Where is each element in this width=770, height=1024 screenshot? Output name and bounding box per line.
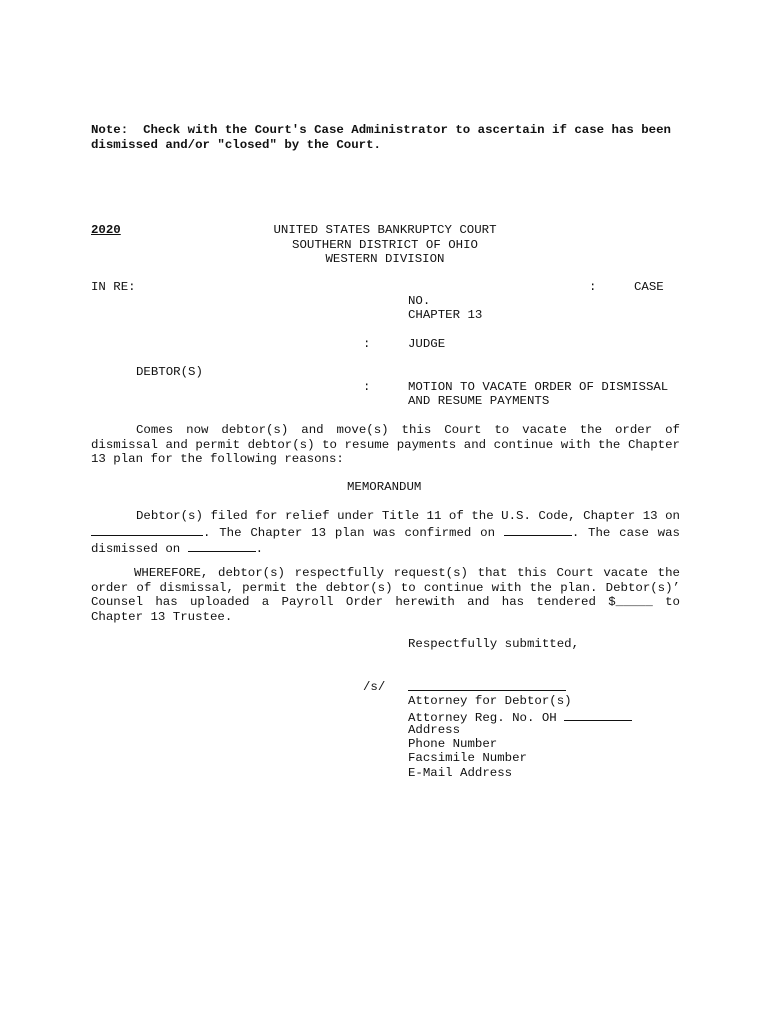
- note-text-2: dismissed and/or "closed" by the Court.: [91, 138, 381, 152]
- court-name: UNITED STATES BANKRUPTCY COURT: [273, 223, 497, 237]
- filing-date-blank[interactable]: [91, 524, 203, 536]
- confirmation-date-blank[interactable]: [504, 524, 572, 536]
- email-label: E-Mail Address: [408, 766, 513, 780]
- memo-text-2: . The Chapter 13 plan was confirmed on: [203, 525, 496, 540]
- memo-text-4: .: [255, 542, 264, 556]
- court-heading: [272, 223, 498, 267]
- motion-title-2: AND RESUME PAYMENTS: [408, 394, 550, 408]
- note-line-1: [91, 123, 671, 138]
- address-label: Address: [408, 723, 461, 737]
- memorandum-paragraph: [91, 509, 680, 557]
- signature-line[interactable]: [408, 690, 566, 691]
- motion-title-1: MOTION TO VACATE ORDER OF DISMISSAL: [408, 380, 669, 394]
- memo-text-3: . The case was dismissed on: [91, 525, 680, 556]
- debtors-label: DEBTOR(S): [136, 365, 203, 379]
- attorney-reg-blank[interactable]: [564, 709, 632, 721]
- closing: Respectfully submitted,: [408, 637, 580, 651]
- memorandum-heading: MEMORANDUM: [347, 480, 422, 494]
- judge-label: JUDGE: [408, 337, 446, 351]
- in-re-label: IN RE:: [91, 280, 136, 294]
- caption-colon: :: [363, 380, 371, 394]
- case-no-label: NO.: [408, 294, 431, 308]
- signature-mark: /s/: [363, 680, 386, 694]
- wherefore-paragraph: WHEREFORE, debtor(s) respectfully request(s) that this Court vacate the order of dismissal, permit the debtor(s) to continue with the plan. Debtor(s)’ Counsel has uploaded a Payroll Order herewith and has tendered $_____ to Chapter 13 Trustee.: [91, 566, 680, 624]
- memo-text-1: Debtor(s) filed for relief under Title 11 of the U.S. Code, Chapter 13 on: [136, 509, 680, 523]
- case-label: CASE: [634, 280, 664, 294]
- court-district: SOUTHERN DISTRICT OF OHIO: [292, 237, 478, 252]
- intro-paragraph: Comes now debtor(s) and move(s) this Court to vacate the order of dismissal and permit debtor(s) to resume payments and continue with the Chapter 13 plan for the following reasons:: [91, 423, 680, 466]
- dismissal-date-blank[interactable]: [188, 540, 256, 552]
- attorney-reg-label: Attorney Reg. No. OH: [408, 711, 557, 725]
- year: 2020: [91, 223, 121, 237]
- chapter-label: CHAPTER 13: [408, 308, 483, 322]
- fax-label: Facsimile Number: [408, 751, 527, 765]
- court-division: WESTERN DIVISION: [325, 252, 445, 266]
- caption-colon: :: [363, 337, 371, 351]
- attorney-label: Attorney for Debtor(s): [408, 694, 572, 708]
- note-text-1: Check with the Court's Case Administrator to ascertain if case has been: [143, 123, 671, 137]
- phone-label: Phone Number: [408, 737, 498, 751]
- note-label: Note:: [91, 123, 129, 137]
- caption-colon: :: [589, 280, 597, 294]
